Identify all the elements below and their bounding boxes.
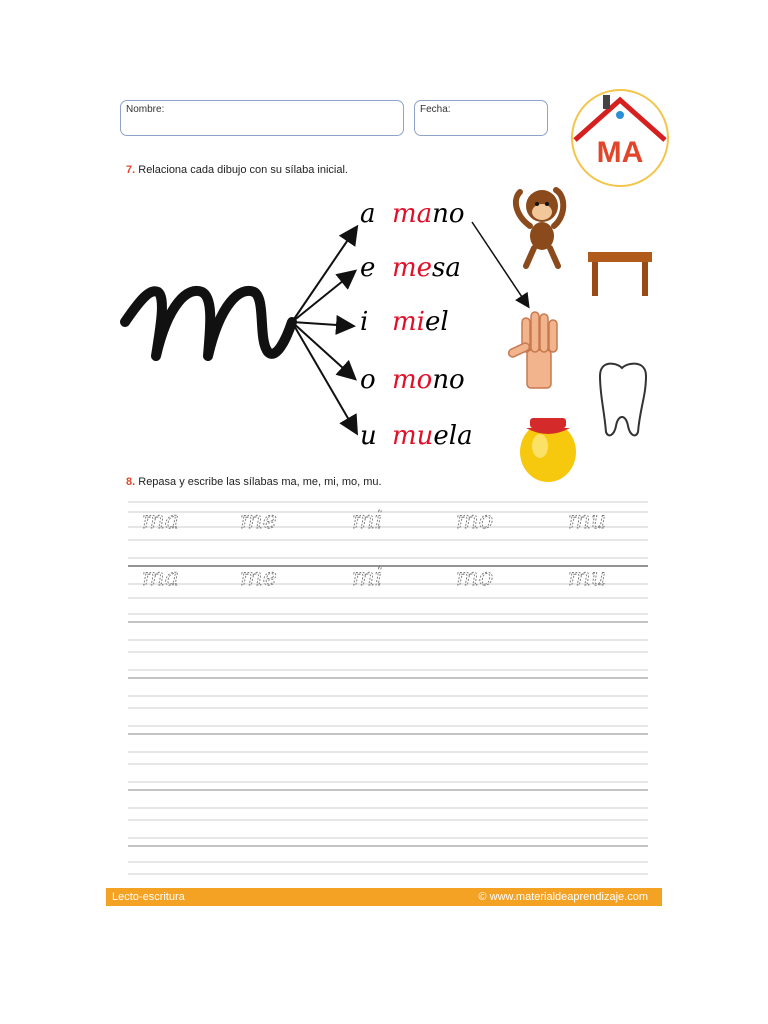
nombre-label: Nombre: (126, 104, 165, 115)
exercise-7-text: Relaciona cada dibujo con su sílaba inicial. (138, 164, 348, 176)
trace-mo-2: mo (456, 563, 494, 591)
footer-bar (106, 888, 662, 906)
big-cursive-m (125, 291, 292, 356)
monkey-icon (516, 190, 563, 266)
honey-jar-icon (520, 418, 576, 482)
exercise-8-number: 8. (126, 476, 136, 488)
trace-ma-2: ma (142, 563, 180, 591)
trace-me-1: me (240, 506, 277, 534)
writing-lines (128, 502, 648, 874)
trace-mi-1: mi (352, 506, 383, 534)
trace-ma-1: ma (142, 506, 180, 534)
logo-text: MA (596, 136, 644, 169)
hand-icon (507, 312, 557, 388)
tooth-icon (600, 364, 646, 436)
vowel-a: a (360, 199, 376, 229)
vowel-o: o (360, 365, 376, 395)
exercise-7-number: 7. (126, 164, 136, 176)
vowel-e: e (360, 253, 376, 283)
word-muela: muela (392, 421, 473, 451)
trace-mo-1: mo (456, 506, 494, 534)
trace-mi-2: mi (352, 563, 383, 591)
table-icon (588, 252, 652, 296)
trace-mu-1: mu (568, 506, 607, 534)
trace-me-2: me (240, 563, 277, 591)
footer-left: Lecto-escritura (112, 891, 185, 903)
vowel-i: i (360, 307, 369, 337)
word-mono: mono (392, 365, 465, 395)
trace-mu-2: mu (568, 563, 607, 591)
fecha-label: Fecha: (420, 104, 451, 115)
vowel-u: u (360, 421, 377, 451)
footer-right: © www.materialdeaprendizaje.com (478, 891, 648, 903)
word-mano: mano (392, 199, 465, 229)
exercise-8-text: Repasa y escribe las sílabas ma, me, mi, mo, mu. (138, 476, 382, 488)
logo-icon (572, 90, 668, 186)
word-mesa: mesa (392, 253, 461, 283)
word-miel: miel (392, 307, 449, 337)
